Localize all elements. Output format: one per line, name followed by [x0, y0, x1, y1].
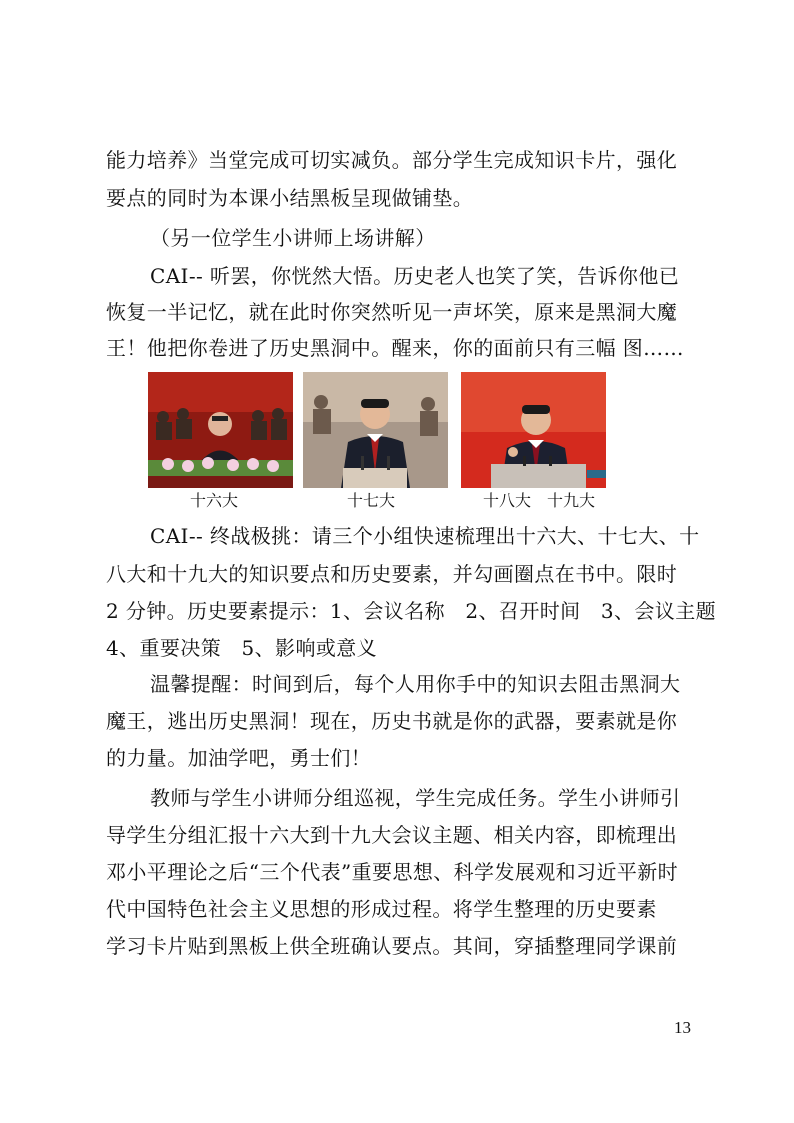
paragraph-line: 邓小平理论之后“三个代表”重要思想、科学发展观和习近平新时	[106, 860, 679, 884]
paragraph-line: 王！他把你卷进了历史黑洞中。醒来，你的面前只有三幅 图……	[106, 336, 684, 360]
paragraph-line: 代中国特色社会主义思想的形成过程。将学生整理的历史要素	[106, 897, 657, 921]
photo-caption: 十八大 十九大	[483, 491, 596, 510]
paragraph-line: 导学生分组汇报十六大到十九大会议主题、相关内容，即梳理出	[106, 823, 678, 847]
page-number: 13	[674, 1018, 691, 1037]
paragraph-line: 恢复一半记忆，就在此时你突然听见一声坏笑，原来是黑洞大魔	[106, 300, 678, 324]
paragraph-line: 4、重要决策 5、影响或意义	[106, 636, 378, 660]
paragraph-line: CAI-- 听罢，你恍然大悟。历史老人也笑了笑，告诉你他已	[150, 264, 680, 288]
paragraph-line: 魔王，逃出历史黑洞！现在，历史书就是你的武器，要素就是你	[106, 709, 678, 733]
paragraph-line: 2 分钟。历史要素提示：1、会议名称 2、召开时间 3、会议主题	[106, 599, 717, 623]
paragraph-line: 要点的同时为本课小结黑板呈现做铺垫。	[106, 186, 474, 210]
paragraph-line: 温馨提醒：时间到后，每个人用你手中的知识去阻击黑洞大	[150, 672, 681, 696]
paragraph-line: CAI-- 终战极挑：请三个小组快速梳理出十六大、十七大、十	[150, 524, 700, 548]
congress-photo-18th-19th	[461, 372, 606, 488]
photo-caption: 十七大	[347, 491, 396, 510]
paragraph-line: （另一位学生小讲师上场讲解）	[150, 226, 436, 250]
paragraph-line: 教师与学生小讲师分组巡视，学生完成任务。学生小讲师引	[150, 786, 681, 810]
paragraph-line: 的力量。加油学吧，勇士们！	[106, 746, 372, 770]
paragraph-line: 学习卡片贴到黑板上供全班确认要点。其间，穿插整理同学课前	[106, 934, 678, 958]
congress-photo-16th	[148, 372, 293, 488]
paragraph-line: 能力培养》当堂完成可切实减负。部分学生完成知识卡片，强化	[106, 148, 678, 172]
paragraph-line: 八大和十九大的知识要点和历史要素，并勾画圈点在书中。限时	[106, 562, 678, 586]
photo-caption: 十六大	[190, 491, 239, 510]
congress-photo-17th	[303, 372, 448, 488]
